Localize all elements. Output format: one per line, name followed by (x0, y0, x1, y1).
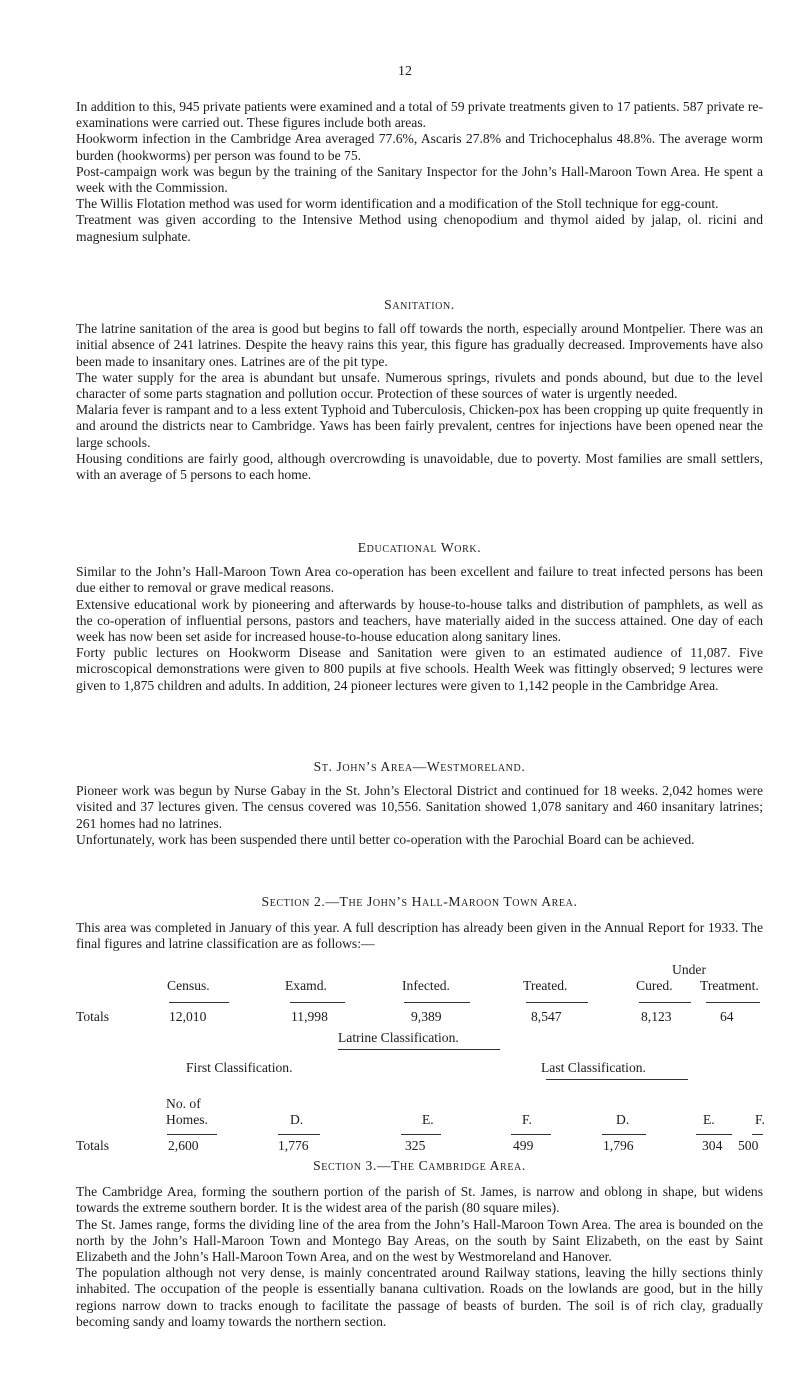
table-cell: 500 (738, 1138, 759, 1153)
intro-paragraph: In addition to this, 945 private patients were examined and a total of 59 private treatments given to 17 patients. 587 private re-examinations were carried out. These figures include both areas. (76, 99, 763, 131)
body-paragraph: Forty public lectures on Hookworm Disease and Sanitation were given to an estimated audience of 11,087. Five microscopical demonstrations were given to 800 pupils at five schools. Health Week was fittingly observed; 9 lectures were given to 1,875 children and adults. In addition, 24 pioneer lectures were given to 1,142 people in the Cambridge Area. (76, 645, 763, 693)
column-header: Cured. (636, 978, 673, 993)
body-paragraph: The latrine sanitation of the area is good but begins to fall off towards the north, especially around Montpelier. There was an initial absence of 241 latrines. Despite the heavy rains this year, this figure has gradually decreased. Improvements have also been made to insanitary ones. Latrines are of the pit type. (76, 321, 763, 369)
table-cell: 8,547 (531, 1009, 562, 1024)
section-heading: Section 2.—The John’s Hall-Maroon Town Area. (261, 894, 578, 909)
table-cell: 304 (702, 1138, 723, 1153)
table-cell: 9,389 (411, 1009, 442, 1024)
intro-paragraph: Treatment was given according to the Intensive Method using chenopodium and thymol aided by jalap, ol. ricini and magnesium sulphate. (76, 212, 763, 244)
intro-paragraph: Hookworm infection in the Cambridge Area averaged 77.6%, Ascaris 27.8% and Trichocephalus 48.8%. The average worm burden (hookworms) per person was found to be 75. (76, 131, 763, 163)
column-header: E. (422, 1112, 434, 1127)
group-header: First Classification. (186, 1060, 293, 1075)
column-header: F. (755, 1112, 765, 1127)
table-title: Latrine Classification. (338, 1030, 459, 1045)
body-paragraph: Similar to the John’s Hall-Maroon Town Area co-operation has been excellent and failure to treat infected persons has been due either to removal or grave medical reasons. (76, 564, 763, 596)
body-paragraph: Unfortunately, work has been suspended there until better co-operation with the Parochial Board can be achieved. (76, 831, 695, 847)
column-header: Treatment. (700, 978, 759, 993)
body-paragraph: Housing conditions are fairly good, although overcrowding is unavoidable, due to poverty. Most families are small settlers, with an average of 5 persons to each home. (76, 450, 763, 483)
body-paragraph: This area was completed in January of this year. A full description has already been given in the Annual Report for 1933. The final figures and latrine classification are as follows:— (76, 920, 763, 952)
column-header: D. (616, 1112, 630, 1127)
column-header: F. (522, 1112, 532, 1127)
table-cell: 325 (405, 1138, 426, 1153)
section-heading: Sanitation. (384, 297, 455, 312)
intro-section (76, 99, 763, 245)
body-paragraph: Malaria fever is rampant and to a less extent Typhoid and Tuberculosis, Chicken-pox has been cropping up quite frequently in and around the districts near to Cambridge. Yaws has been fairly prevalent, centres for injections have been opened near the large schools. (76, 402, 763, 450)
body-paragraph: The water supply for the area is abundant but unsafe. Numerous springs, rivulets and ponds abound, but due to the level character of some parts stagnation and pollution occur. Protection of these sources of water is urgently needed. (76, 369, 763, 402)
row-label: Totals (76, 1138, 110, 1153)
column-header: Treated. (523, 978, 568, 993)
section-2 (76, 894, 763, 953)
table-cell: 11,998 (291, 1009, 328, 1024)
column-header: Census. (167, 978, 210, 993)
column-header: Examd. (285, 978, 327, 993)
intro-paragraph: The Willis Flotation method was used for worm identification and a modification of the Stoll technique for egg-count. (76, 196, 719, 212)
table-cell: 12,010 (169, 1009, 207, 1024)
sanitation-section (76, 297, 763, 483)
table-cell: 2,600 (168, 1138, 199, 1153)
table-cell: 8,123 (641, 1009, 672, 1024)
table-cell: 499 (513, 1138, 534, 1153)
row-label: Totals (76, 1009, 110, 1024)
body-paragraph: The Cambridge Area, forming the southern portion of the parish of St. James, is narrow and oblong in shape, but widens towards the extreme southern border. It is the widest area of the parish (80 square miles). (76, 1184, 763, 1216)
table-cell: 1,776 (278, 1138, 309, 1153)
body-paragraph: Extensive educational work by pioneering and afterwards by house-to-house talks and distribution of pamphlets, as well as the co-operation of influential persons, pastors and teachers, have materially aided in the success attained. One day of each week has now been set aside for increased house-to-house education along sanitary lines. (76, 596, 763, 645)
column-header: D. (290, 1112, 304, 1127)
results-table (76, 962, 763, 1024)
column-header: Infected. (402, 978, 450, 993)
section-heading: Section 3.—The Cambridge Area. (313, 1158, 526, 1173)
body-paragraph: The population although not very dense, is mainly concentrated around Railway stations, leaving the hilly sections thinly inhabited. The occupation of the people is essentially banana cultivation. Roads on the lowlands are good, but in the hilly regions narrow down to tracks enough to facilitate the passage of beasts of burden. The soil is of rich clay, gradually becoming sandy and loamy towards the northern section. (76, 1265, 763, 1329)
column-header: E. (703, 1112, 715, 1127)
page-number: 12 (398, 64, 412, 79)
section-heading: St. John’s Area—Westmoreland. (313, 759, 526, 774)
section-3 (76, 1158, 763, 1330)
column-header: No. of (166, 1096, 201, 1111)
section-heading: Educational Work. (357, 540, 482, 555)
intro-paragraph: Post-campaign work was begun by the training of the Sanitary Inspector for the John’s Hall-Maroon Town Area. He spent a week with the Commission. (76, 163, 763, 196)
st-johns-section (76, 759, 763, 848)
column-header: Under (672, 962, 706, 977)
body-paragraph: The St. James range, forms the dividing line of the area from the John’s Hall-Maroon Town Area. The area is bounded on the north by the John’s Hall-Maroon Town and Montego Bay Areas, on the south by Saint Elizabeth, on the east by Saint Elizabeth and the John’s Hall-Maroon Town Area, and on the west by Westmoreland and Hanover. (76, 1216, 763, 1265)
educational-section (76, 540, 763, 694)
table-cell: 64 (720, 1009, 734, 1024)
table-cell: 1,796 (603, 1138, 634, 1153)
group-header: Last Classification. (541, 1060, 646, 1075)
column-header: Homes. (166, 1112, 208, 1127)
body-paragraph: Pioneer work was begun by Nurse Gabay in the St. John’s Electoral District and continued for 18 weeks. 2,042 homes were visited and 37 lectures given. The census covered was 10,556. Sanitation showed 1,078 sanitary and 460 insanitary latrines; 261 homes had no latrines. (76, 783, 763, 831)
